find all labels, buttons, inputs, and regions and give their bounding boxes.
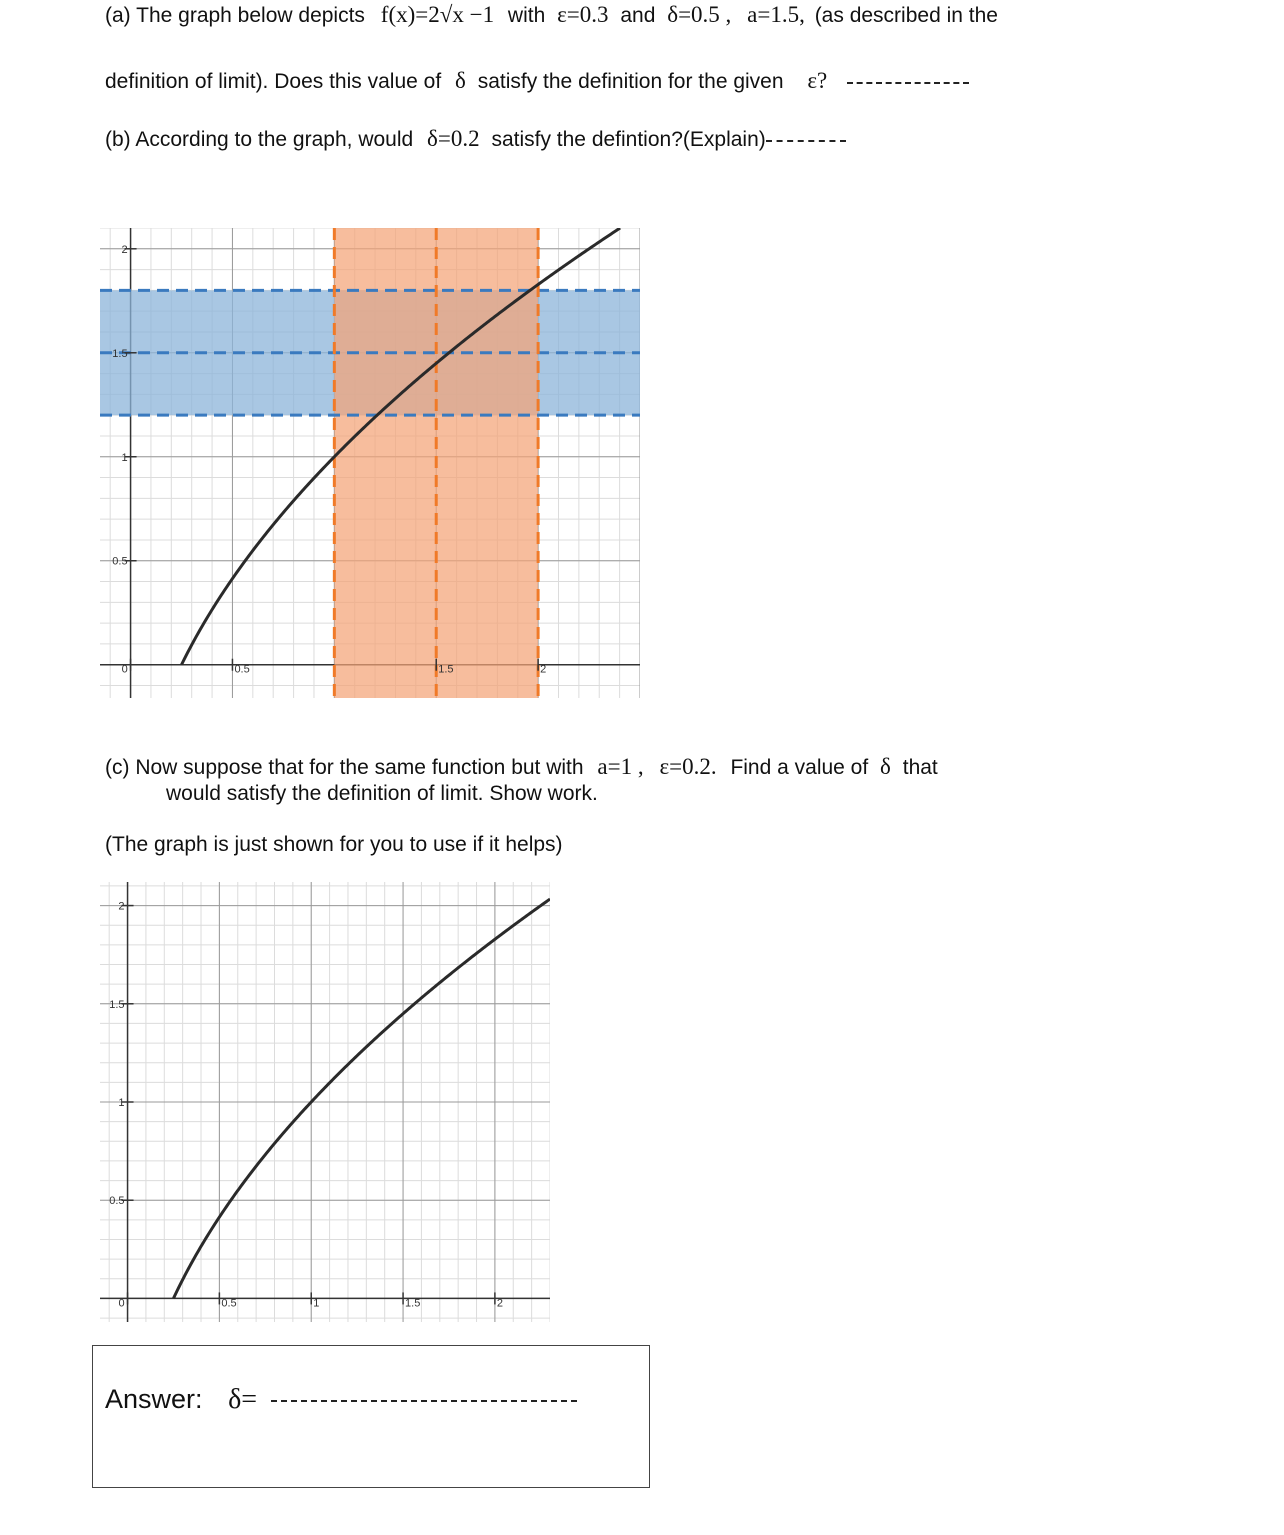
part-c-epsilon-expression: ε=0.2. xyxy=(659,754,717,779)
part-b-line xyxy=(105,126,846,152)
graph1-y-tick-label: 0.5 xyxy=(112,555,128,568)
part-c-line2: would satisfy the definition of limit. Show work. xyxy=(166,782,598,805)
graph1-x-tick-label: 1.5 xyxy=(438,663,454,676)
answer-box xyxy=(92,1345,650,1488)
epsilon-expression: ε=0.3 xyxy=(557,2,609,27)
graph2-y-tick-label: 1.5 xyxy=(109,998,125,1011)
part-c-text1: (c) Now suppose that for the same function but with xyxy=(105,756,584,779)
part-b-text1: (b) According to the graph, would xyxy=(105,128,414,151)
graph2-y-tick-label: 1 xyxy=(118,1097,125,1109)
part-b-text2: satisfy the defintion?(Explain) xyxy=(491,128,766,151)
part-a-line1 xyxy=(105,2,998,28)
answer-input[interactable] xyxy=(271,1399,577,1402)
part-a-text3: and xyxy=(620,4,656,27)
part-a-epsilon: ε? xyxy=(807,68,828,93)
graph2-y-tick-label: 0.5 xyxy=(109,1195,125,1208)
part-c-note: (The graph is just shown for you to use if it helps) xyxy=(105,833,563,856)
graph1-x-tick-label: 0.5 xyxy=(234,663,250,676)
function-graph xyxy=(100,882,550,1322)
part-a-delta: δ xyxy=(455,68,466,93)
part-a-text2: with xyxy=(507,4,546,27)
graph2-x-tick-label: 1 xyxy=(313,1297,320,1310)
delta-expression: δ=0.5 , xyxy=(667,2,732,27)
part-b-delta-expression: δ=0.2 xyxy=(427,126,480,151)
answer-blank-a[interactable] xyxy=(847,81,969,84)
answer-delta-expression: δ= xyxy=(228,1384,258,1415)
part-c-text3: that xyxy=(902,756,938,779)
part-c-delta: δ xyxy=(880,754,891,779)
graph2-y-tick-label: 2 xyxy=(118,900,125,913)
a-expression: a=1.5, xyxy=(747,2,805,27)
graph2-function-curve xyxy=(173,899,550,1298)
function-expression: f(x)=2√x −1 xyxy=(380,2,495,27)
part-c-text2: Find a value of xyxy=(730,756,869,779)
graph2-x-tick-label: 0 xyxy=(118,1297,125,1310)
answer-blank-b[interactable] xyxy=(766,139,846,142)
part-c-line1 xyxy=(105,754,938,780)
part-a-line2-text1: definition of limit). Does this value of xyxy=(105,70,442,93)
graph2-x-tick-label: 1.5 xyxy=(405,1297,421,1310)
part-a-text1: (a) The graph below depicts xyxy=(105,4,365,27)
graph1-x-tick-label: 0 xyxy=(121,663,128,676)
graph1-y-tick-label: 1.5 xyxy=(112,347,128,360)
part-a-text4: (as described in the xyxy=(814,4,998,27)
graph1-y-tick-label: 1 xyxy=(121,451,128,464)
graph1-y-tick-label: 2 xyxy=(121,243,128,256)
part-c-a-expression: a=1 , xyxy=(597,754,644,779)
answer-label: Answer: xyxy=(105,1384,203,1414)
answer-line xyxy=(105,1384,577,1416)
graph2-x-tick-label: 2 xyxy=(496,1297,504,1310)
part-a-line2-text2: satisfy the definition for the given xyxy=(477,70,784,93)
graph1-x-tick-label: 2 xyxy=(540,663,547,676)
part-a-line2 xyxy=(105,68,969,94)
epsilon-delta-graph xyxy=(100,228,640,698)
graph2-x-tick-label: 0.5 xyxy=(221,1297,237,1310)
